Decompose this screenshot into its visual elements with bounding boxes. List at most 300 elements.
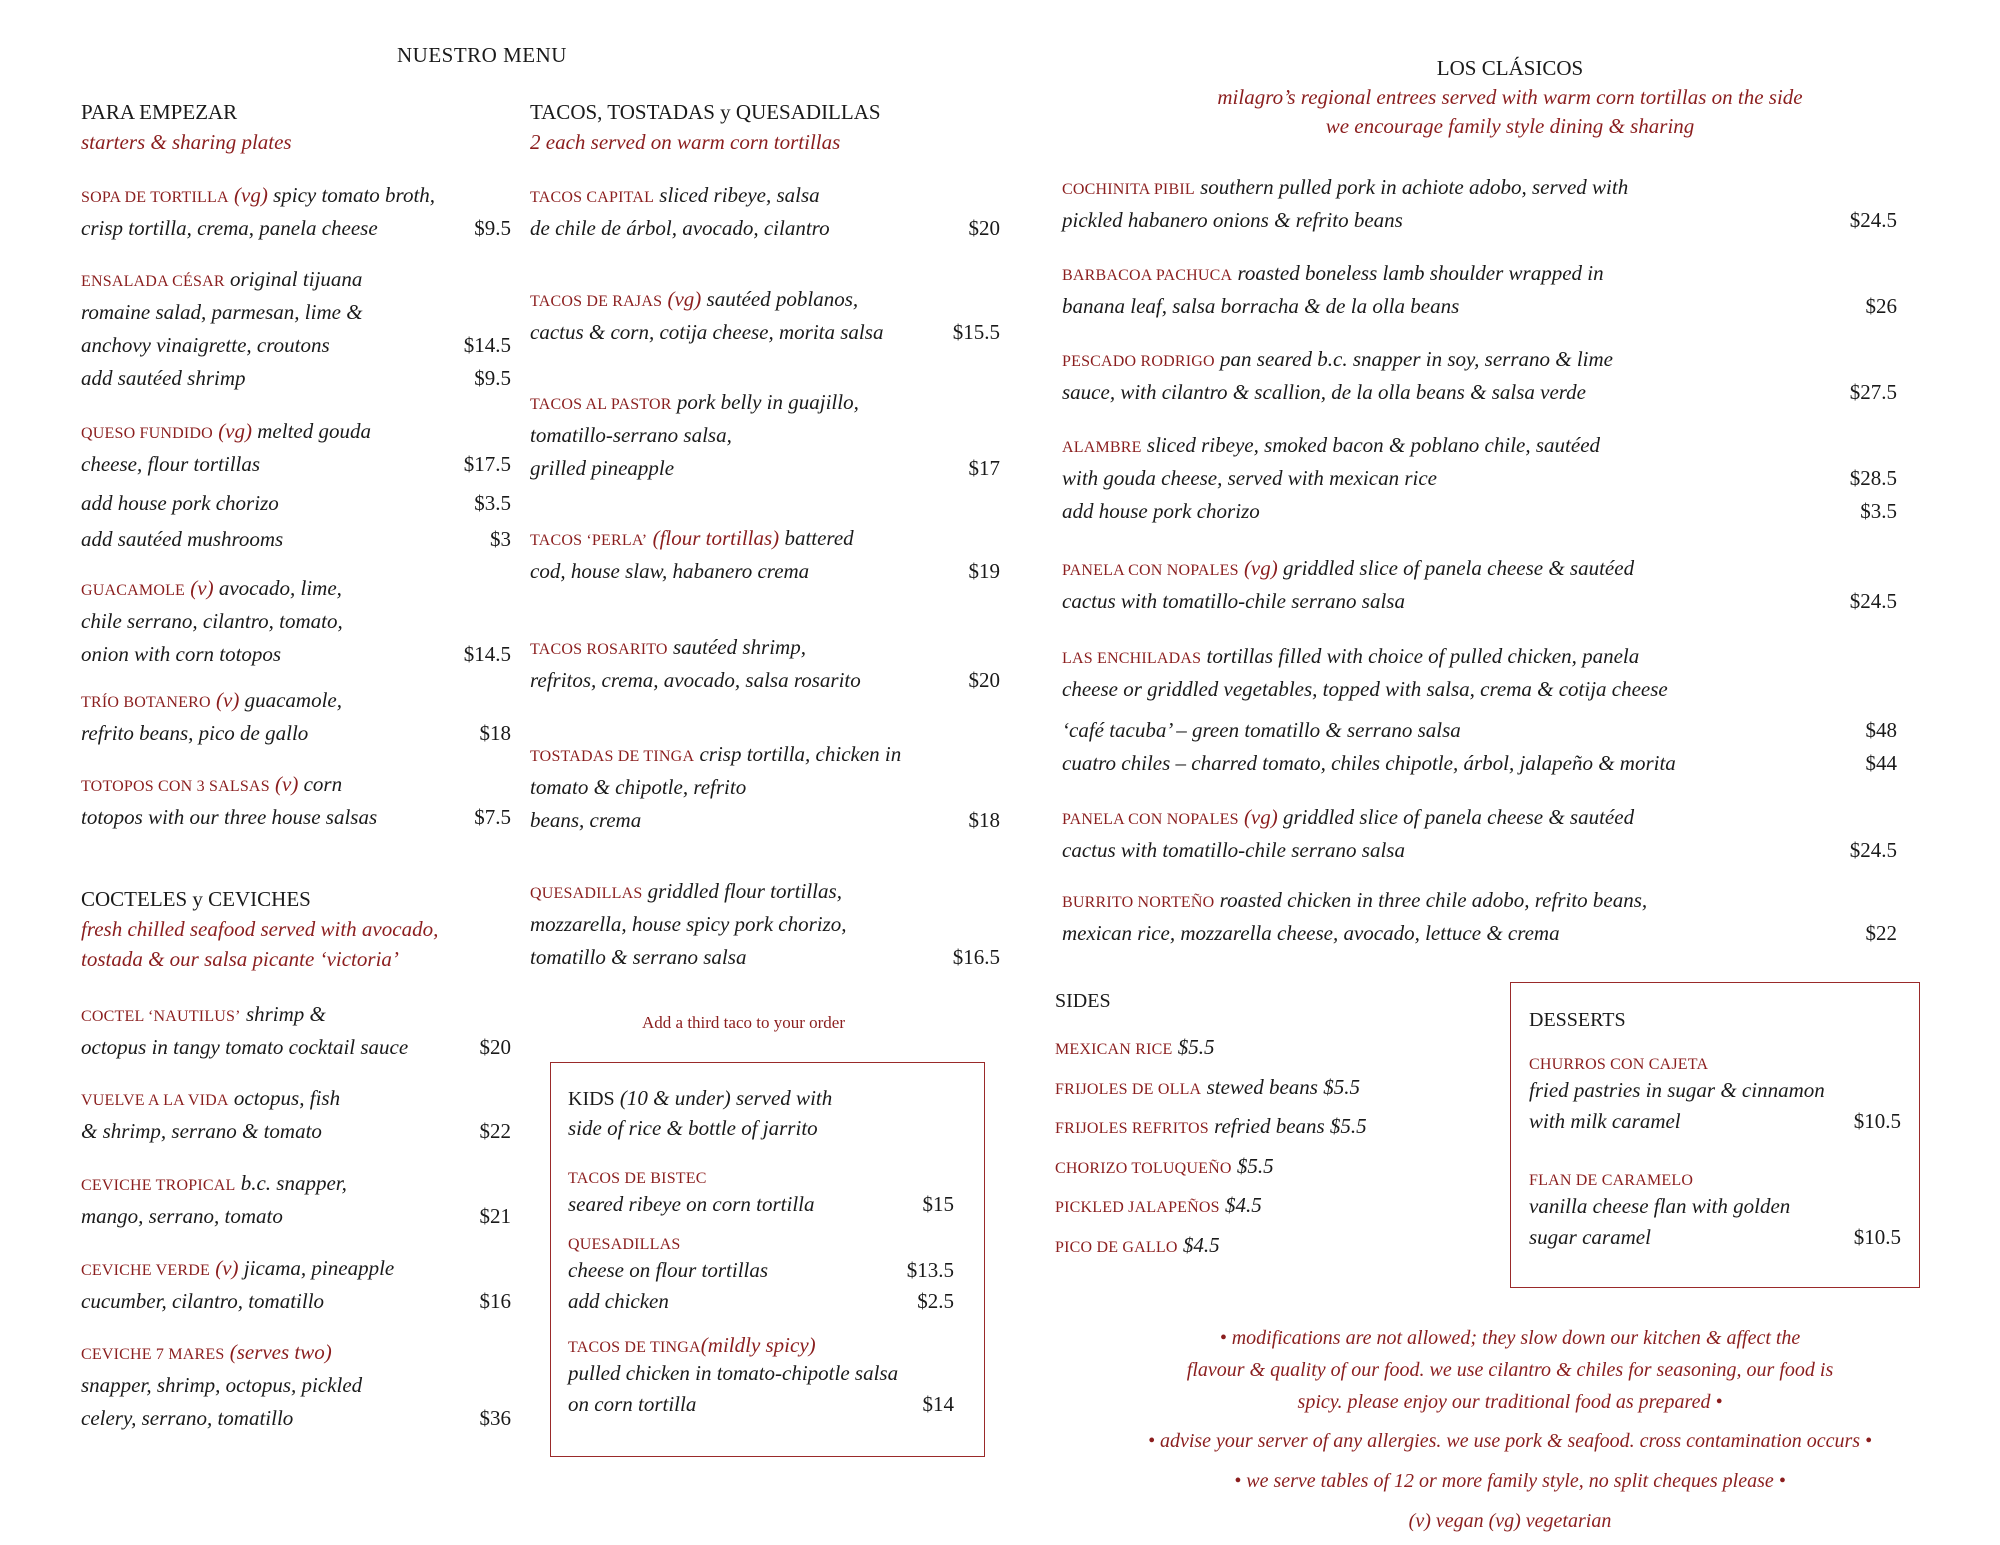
section-heading-desserts: DESSERTS xyxy=(1529,1009,1626,1031)
item-price: $24.5 xyxy=(1849,208,1897,232)
item-name: TACOS ROSARITO xyxy=(530,641,668,658)
item-price: $22 xyxy=(1865,921,1897,945)
kids-item-line xyxy=(568,1189,954,1220)
footer-note: • advise your server of any allergies. we use pork & seafood. cross contamination occurs • xyxy=(1147,1430,1873,1452)
item-price: $17.5 xyxy=(463,452,511,476)
item-description: southern pulled pork in achiote adobo, served with xyxy=(1200,175,1629,199)
menu-item-line xyxy=(1062,343,1897,376)
item-description: crisp tortilla, crema, panela cheese xyxy=(81,216,378,240)
item-description: cactus with tomatillo-chile serrano salsa xyxy=(1062,838,1405,862)
menu-item-line xyxy=(81,1285,511,1318)
menu-item xyxy=(1062,171,1897,237)
menu-item-line xyxy=(81,296,511,329)
dessert-line xyxy=(1529,1075,1901,1106)
item-description: roasted chicken in three chile adobo, refrito beans, xyxy=(1219,888,1648,912)
menu-item-line xyxy=(1062,714,1897,747)
menu-item-line xyxy=(81,1252,511,1285)
item-price: $3.5 xyxy=(1860,499,1897,523)
dessert-item xyxy=(1529,1165,1901,1253)
item-name: ENSALADA CÉSAR xyxy=(81,273,225,290)
item-description: $4.5 xyxy=(1225,1193,1262,1217)
kids-item-heading xyxy=(568,1163,954,1189)
section-sub-tacos: 2 each served on warm corn tortillas xyxy=(530,130,841,154)
section-sub-clasicos-1: milagro’s regional entrees served with warm corn tortillas on the side xyxy=(1217,85,1803,109)
menu-item-line xyxy=(530,631,1000,664)
menu-item-line xyxy=(530,419,1000,452)
kids-item xyxy=(568,1229,954,1317)
menu-item-line xyxy=(1062,376,1897,409)
item-name: QUESO FUNDIDO xyxy=(81,425,213,442)
item-description: $5.5 xyxy=(1177,1035,1215,1059)
item-description: $4.5 xyxy=(1182,1232,1220,1257)
item-price: $27.5 xyxy=(1849,380,1897,404)
item-diet-tag: (v) xyxy=(190,576,214,600)
menu-item-line xyxy=(81,638,511,671)
item-name: COCTEL ‘NAUTILUS’ xyxy=(81,1008,241,1025)
menu-item xyxy=(81,684,511,750)
item-description: pork belly in guajillo, xyxy=(676,390,859,414)
menu-item xyxy=(1062,552,1897,618)
item-price: $9.5 xyxy=(474,216,511,240)
kids-heading-line xyxy=(568,1083,832,1114)
kids-heading: KIDS xyxy=(568,1088,615,1110)
item-name: FRIJOLES REFRITOS xyxy=(1055,1120,1209,1137)
kids-box xyxy=(550,1062,985,1457)
item-name: BARBACOA PACHUCA xyxy=(1062,267,1233,284)
section-sub-cocteles-1: fresh chilled seafood served with avocado, xyxy=(81,917,439,941)
item-description: shrimp & xyxy=(245,1002,326,1026)
menu-item-line xyxy=(1062,495,1897,528)
kids-item-heading xyxy=(568,1229,954,1255)
item-name: QUESADILLAS xyxy=(530,885,643,902)
item-diet-tag: (vg) xyxy=(1243,805,1278,829)
menu-item-line xyxy=(530,875,1000,908)
item-name: TACOS DE TINGA xyxy=(568,1339,701,1356)
menu-item-line xyxy=(81,415,511,448)
item-description: onion with corn totopos xyxy=(81,642,282,666)
item-description: $5.5 xyxy=(1236,1153,1274,1178)
item-description: guacamole, xyxy=(244,688,342,712)
item-name: MEXICAN RICE xyxy=(1055,1041,1173,1058)
item-price: $14 xyxy=(922,1392,954,1416)
item-description: b.c. snapper, xyxy=(240,1171,347,1195)
item-name: VUELVE A LA VIDA xyxy=(81,1092,229,1109)
item-description: melted gouda xyxy=(257,419,371,443)
item-description: battered xyxy=(784,526,854,550)
item-description: snapper, shrimp, octopus, pickled xyxy=(81,1373,363,1397)
item-price: $15.5 xyxy=(952,320,1000,344)
dessert-line xyxy=(1529,1191,1901,1222)
item-price: $28.5 xyxy=(1849,466,1897,490)
item-description: spicy tomato broth, xyxy=(273,183,436,207)
menu-item-line xyxy=(530,555,1000,588)
menu-item-line xyxy=(81,448,511,481)
item-name: PANELA CON NOPALES xyxy=(1062,562,1239,579)
menu-item-line xyxy=(81,1167,511,1200)
menu-item xyxy=(530,631,1000,697)
menu-item-line xyxy=(81,768,511,801)
menu-item-line xyxy=(530,283,1000,316)
menu-item-line xyxy=(81,1082,511,1115)
menu-item-line xyxy=(530,941,1000,974)
menu-item xyxy=(530,738,1000,837)
item-description: sugar caramel xyxy=(1529,1225,1651,1249)
item-name: TOTOPOS CON 3 SALSAS xyxy=(81,778,270,795)
item-description: add chicken xyxy=(568,1289,669,1313)
item-description: octopus in tangy tomato cocktail sauce xyxy=(81,1035,409,1059)
item-name: TRÍO BOTANERO xyxy=(81,694,211,711)
item-name: ALAMBRE xyxy=(1062,439,1142,456)
dessert-heading xyxy=(1529,1049,1901,1075)
menu-item-line xyxy=(530,179,1000,212)
menu-item xyxy=(81,1336,511,1435)
item-diet-tag: (vg) xyxy=(667,287,702,311)
item-description: sautéed shrimp, xyxy=(672,635,806,659)
item-price: $17 xyxy=(968,456,1000,480)
menu-item-line xyxy=(81,263,511,296)
kids-item xyxy=(568,1332,954,1420)
item-diet-tag: (vg) xyxy=(234,183,268,207)
menu-item-line xyxy=(1062,290,1897,323)
item-description: mango, serrano, tomato xyxy=(81,1204,283,1228)
menu-item xyxy=(81,1167,511,1233)
item-name: PANELA CON NOPALES xyxy=(1062,811,1239,828)
menu-item xyxy=(1062,640,1897,780)
item-description: chile serrano, cilantro, tomato, xyxy=(81,609,343,633)
item-description: & shrimp, serrano & tomato xyxy=(81,1119,322,1143)
item-price: $14.5 xyxy=(463,333,511,357)
item-price: $9.5 xyxy=(474,366,511,390)
menu-item-line xyxy=(81,179,511,212)
menu-item-line xyxy=(1062,204,1897,237)
item-description: griddled slice of panela cheese & sautéed xyxy=(1283,556,1635,580)
item-price: $16.5 xyxy=(952,945,1000,969)
menu-item xyxy=(1062,801,1897,867)
menu-item-line xyxy=(1062,884,1897,917)
item-description: stewed beans $5.5 xyxy=(1206,1074,1360,1099)
item-diet-tag: (mildly spicy) xyxy=(700,1333,816,1357)
item-description: griddled flour tortillas, xyxy=(647,879,842,903)
section-heading-cocteles: COCTELES y CEVICHES xyxy=(81,887,311,911)
menu-item xyxy=(1062,257,1897,323)
add-taco-note: Add a third taco to your order xyxy=(642,1013,845,1032)
menu-item xyxy=(81,768,511,834)
menu-title: NUESTRO MENU xyxy=(397,43,567,67)
item-description: refritos, crema, avocado, salsa rosarito xyxy=(530,668,861,692)
kids-item-line xyxy=(568,1358,954,1389)
section-heading-tacos: TACOS, TOSTADAS y QUESADILLAS xyxy=(530,100,881,124)
menu-item-line xyxy=(530,804,1000,837)
item-description: tomatillo & serrano salsa xyxy=(530,945,747,969)
menu-item-line xyxy=(530,452,1000,485)
item-name: BURRITO NORTEÑO xyxy=(1062,894,1215,911)
item-price: $13.5 xyxy=(906,1258,954,1282)
kids-item-line xyxy=(568,1286,954,1317)
item-description: original tijuana xyxy=(229,267,363,291)
item-description: octopus, fish xyxy=(233,1086,341,1110)
item-description: with gouda cheese, served with mexican rice xyxy=(1062,466,1437,490)
footer-note: spicy. please enjoy our traditional food as prepared • xyxy=(1297,1391,1723,1413)
menu-item-line xyxy=(1062,257,1897,290)
menu-item-line xyxy=(1062,171,1897,204)
item-description: add house pork chorizo xyxy=(1062,499,1260,523)
item-name: COCHINITA PIBIL xyxy=(1062,181,1195,198)
menu-item-line xyxy=(1062,640,1897,673)
item-price: $36 xyxy=(479,1406,511,1430)
dessert-line xyxy=(1529,1106,1901,1137)
menu-item-line xyxy=(530,664,1000,697)
item-price: $18 xyxy=(968,808,1000,832)
footer-note: (v) vegan (vg) vegetarian xyxy=(1408,1510,1612,1532)
section-heading-clasicos: LOS CLÁSICOS xyxy=(1436,56,1584,80)
menu-item-line xyxy=(530,386,1000,419)
menu-item-line xyxy=(81,605,511,638)
menu-item-line xyxy=(1062,552,1897,585)
item-description: add house pork chorizo xyxy=(81,491,279,515)
item-description: vanilla cheese flan with golden xyxy=(1529,1194,1791,1218)
item-diet-tag: (v) xyxy=(275,772,299,796)
item-price: $24.5 xyxy=(1849,589,1897,613)
item-description: cheese or griddled vegetables, topped with salsa, crema & cotija cheese xyxy=(1062,677,1668,701)
item-diet-tag: (vg) xyxy=(1243,556,1278,580)
kids-item-line xyxy=(568,1389,954,1420)
section-heading-sides: SIDES xyxy=(1055,990,1111,1012)
item-price: $16 xyxy=(479,1289,511,1313)
item-description: corn xyxy=(303,772,343,796)
menu-item xyxy=(81,572,511,671)
kids-item-line xyxy=(568,1255,954,1286)
item-name: SOPA DE TORTILLA xyxy=(81,189,229,206)
menu-item-line xyxy=(530,316,1000,349)
item-description: cucumber, cilantro, tomatillo xyxy=(81,1289,325,1313)
item-price: $7.5 xyxy=(474,805,511,829)
item-description: pickled habanero onions & refrito beans xyxy=(1062,208,1403,232)
item-description: beans, crema xyxy=(530,808,642,832)
menu-item xyxy=(81,415,511,556)
item-description: pan seared b.c. snapper in soy, serrano & lime xyxy=(1220,347,1613,371)
menu-item-line xyxy=(81,1200,511,1233)
item-price: $15 xyxy=(922,1192,954,1216)
item-description: sautéed poblanos, xyxy=(706,287,859,311)
menu-item xyxy=(530,875,1000,974)
item-name: GUACAMOLE xyxy=(81,582,186,599)
menu-item xyxy=(81,263,511,395)
menu-item-line xyxy=(1062,917,1897,950)
footer-note: • modifications are not allowed; they slow down our kitchen & affect the xyxy=(1219,1327,1801,1349)
menu-item-line xyxy=(81,801,511,834)
item-diet-tag: (serves two) xyxy=(229,1340,332,1364)
menu-item xyxy=(81,1082,511,1148)
item-description: add sautéed shrimp xyxy=(81,366,246,390)
section-sub-clasicos-2: we encourage family style dining & sharing xyxy=(1325,114,1695,138)
menu-item xyxy=(530,179,1000,245)
menu-item-line xyxy=(81,523,511,556)
item-description: griddled slice of panela cheese & sautéed xyxy=(1283,805,1635,829)
menu-item-line xyxy=(81,572,511,605)
menu-item-line xyxy=(1062,673,1897,706)
item-description: refrito beans, pico de gallo xyxy=(81,721,309,745)
kids-subheading: side of rice & bottle of jarrito xyxy=(568,1116,818,1140)
item-diet-tag: (v) xyxy=(215,1256,239,1280)
item-name: FRIJOLES DE OLLA xyxy=(1055,1080,1202,1098)
item-description: ‘café tacuba’ – green tomatillo & serrano salsa xyxy=(1062,718,1461,742)
item-price: $48 xyxy=(1865,718,1897,742)
menu-item-line xyxy=(1062,585,1897,618)
menu-item xyxy=(1062,884,1897,950)
item-price: $22 xyxy=(479,1119,511,1143)
item-description: fried pastries in sugar & cinnamon xyxy=(1529,1078,1825,1102)
menu-item-line xyxy=(81,717,511,750)
item-diet-tag: (flour tortillas) xyxy=(652,526,780,550)
kids-item xyxy=(568,1163,954,1220)
item-description: mexican rice, mozzarella cheese, avocado, lettuce & crema xyxy=(1062,921,1560,945)
item-description: cheese, flour tortillas xyxy=(81,452,261,476)
item-description: cactus & corn, cotija cheese, morita salsa xyxy=(530,320,884,344)
item-price: $18 xyxy=(479,721,511,745)
item-price: $21 xyxy=(479,1204,511,1228)
item-description: on corn tortilla xyxy=(568,1392,697,1416)
section-sub-cocteles-2: tostada & our salsa picante ‘victoria’ xyxy=(81,947,399,971)
item-description: with milk caramel xyxy=(1529,1109,1681,1133)
item-price: $3 xyxy=(490,527,511,551)
side-item xyxy=(1055,1228,1220,1265)
item-name: CEVICHE VERDE xyxy=(81,1262,210,1279)
item-description: avocado, lime, xyxy=(218,576,342,600)
section-heading-starters: PARA EMPEZAR xyxy=(81,100,238,124)
menu-item-line xyxy=(81,487,511,520)
item-description: sauce, with cilantro & scallion, de la olla beans & salsa verde xyxy=(1062,380,1586,404)
menu-item-line xyxy=(81,998,511,1031)
item-name: PICO DE GALLO xyxy=(1055,1238,1178,1256)
item-name: TACOS DE RAJAS xyxy=(530,293,663,310)
item-description: refried beans $5.5 xyxy=(1214,1114,1367,1138)
item-description: romaine salad, parmesan, lime & xyxy=(81,300,363,324)
menu-item xyxy=(530,522,1000,588)
item-description: crisp tortilla, chicken in xyxy=(699,742,902,766)
side-item xyxy=(1055,1070,1360,1107)
kids-age: (10 & under) xyxy=(619,1086,731,1110)
item-description: cuatro chiles – charred tomato, chiles chipotle, árbol, jalapeño & morita xyxy=(1062,751,1676,775)
item-diet-tag: (v) xyxy=(216,688,240,712)
menu-item xyxy=(1062,429,1897,528)
item-price: $20 xyxy=(968,216,1000,240)
menu-item-line xyxy=(81,1369,511,1402)
menu-item-line xyxy=(530,738,1000,771)
item-description: tortillas filled with choice of pulled chicken, panela xyxy=(1206,644,1640,668)
menu-item xyxy=(81,179,511,245)
item-name: TOSTADAS DE TINGA xyxy=(530,748,695,765)
item-price: $14.5 xyxy=(463,642,511,666)
item-description: roasted boneless lamb shoulder wrapped in xyxy=(1237,261,1604,285)
menu-item xyxy=(530,386,1000,485)
item-name: TACOS DE BISTEC xyxy=(568,1170,707,1187)
item-price: $26 xyxy=(1865,294,1897,318)
side-item xyxy=(1055,1149,1274,1186)
menu-item-line xyxy=(1062,462,1897,495)
item-description: grilled pineapple xyxy=(530,456,675,480)
item-price: $20 xyxy=(479,1035,511,1059)
item-name: TACOS ‘PERLA’ xyxy=(530,532,648,549)
dessert-line xyxy=(1529,1222,1901,1253)
side-item xyxy=(1055,1109,1367,1146)
item-description: seared ribeye on corn tortilla xyxy=(568,1192,815,1216)
kids-item-heading xyxy=(568,1332,954,1358)
item-name: CHORIZO TOLUQUEÑO xyxy=(1055,1159,1232,1177)
dessert-item xyxy=(1529,1049,1901,1137)
footer-note: • we serve tables of 12 or more family style, no split cheques please • xyxy=(1234,1470,1786,1492)
menu-item-line xyxy=(81,1031,511,1064)
menu-item-line xyxy=(530,771,1000,804)
item-description: cactus with tomatillo-chile serrano salsa xyxy=(1062,589,1405,613)
desserts-box xyxy=(1510,982,1920,1288)
item-description: tomato & chipotle, refrito xyxy=(530,775,747,799)
item-price: $10.5 xyxy=(1853,1109,1901,1133)
item-name: QUESADILLAS xyxy=(568,1236,681,1253)
item-description: sliced ribeye, smoked bacon & poblano chile, sautéed xyxy=(1146,433,1601,457)
item-description: cheese on flour tortillas xyxy=(568,1258,769,1282)
menu-item-line xyxy=(81,212,511,245)
kids-heading-rest: served with xyxy=(736,1086,833,1110)
item-name: CHURROS CON CAJETA xyxy=(1529,1056,1709,1073)
item-description: banana leaf, salsa borracha & de la olla beans xyxy=(1062,294,1460,318)
item-description: sliced ribeye, salsa xyxy=(659,183,820,207)
footer-note: flavour & quality of our food. we use cilantro & chiles for seasoning, our food is xyxy=(1186,1359,1834,1381)
item-name: TACOS CAPITAL xyxy=(530,189,655,206)
item-name: CEVICHE 7 MARES xyxy=(81,1346,225,1363)
item-name: CEVICHE TROPICAL xyxy=(81,1177,236,1194)
item-description: tomatillo-serrano salsa, xyxy=(530,423,732,447)
menu-item-line xyxy=(530,908,1000,941)
menu-item xyxy=(1062,343,1897,409)
side-item xyxy=(1055,1188,1262,1225)
menu-item-line xyxy=(530,522,1000,555)
menu-item-line xyxy=(530,212,1000,245)
menu-item-line xyxy=(81,1402,511,1435)
menu-item xyxy=(81,1252,511,1318)
menu-item-line xyxy=(1062,429,1897,462)
menu-item-line xyxy=(81,1336,511,1369)
item-description: totopos with our three house salsas xyxy=(81,805,378,829)
item-description: add sautéed mushrooms xyxy=(81,527,284,551)
side-item xyxy=(1055,1030,1215,1067)
menu-item-line xyxy=(81,362,511,395)
item-description: mozzarella, house spicy pork chorizo, xyxy=(530,912,847,936)
item-name: LAS ENCHILADAS xyxy=(1062,650,1202,667)
item-description: jicama, pineapple xyxy=(243,1256,395,1280)
item-price: $24.5 xyxy=(1849,838,1897,862)
section-sub-starters: starters & sharing plates xyxy=(81,130,292,154)
menu-item-line xyxy=(81,1115,511,1148)
item-price: $19 xyxy=(968,559,1000,583)
dessert-heading xyxy=(1529,1165,1901,1191)
item-description: celery, serrano, tomatillo xyxy=(81,1406,294,1430)
item-price: $3.5 xyxy=(474,491,511,515)
menu-item-line xyxy=(81,329,511,362)
item-description: pulled chicken in tomato-chipotle salsa xyxy=(568,1361,899,1385)
item-diet-tag: (vg) xyxy=(218,419,252,443)
menu-item-line xyxy=(1062,834,1897,867)
menu-item-line xyxy=(1062,801,1897,834)
menu-item xyxy=(81,998,511,1064)
item-price: $10.5 xyxy=(1853,1225,1901,1249)
item-name: PESCADO RODRIGO xyxy=(1062,353,1215,370)
item-price: $2.5 xyxy=(917,1289,954,1313)
menu-item xyxy=(530,283,1000,349)
item-price: $20 xyxy=(968,668,1000,692)
menu-item-line xyxy=(81,684,511,717)
item-name: PICKLED JALAPEÑOS xyxy=(1055,1199,1220,1216)
item-description: cod, house slaw, habanero crema xyxy=(530,559,810,583)
